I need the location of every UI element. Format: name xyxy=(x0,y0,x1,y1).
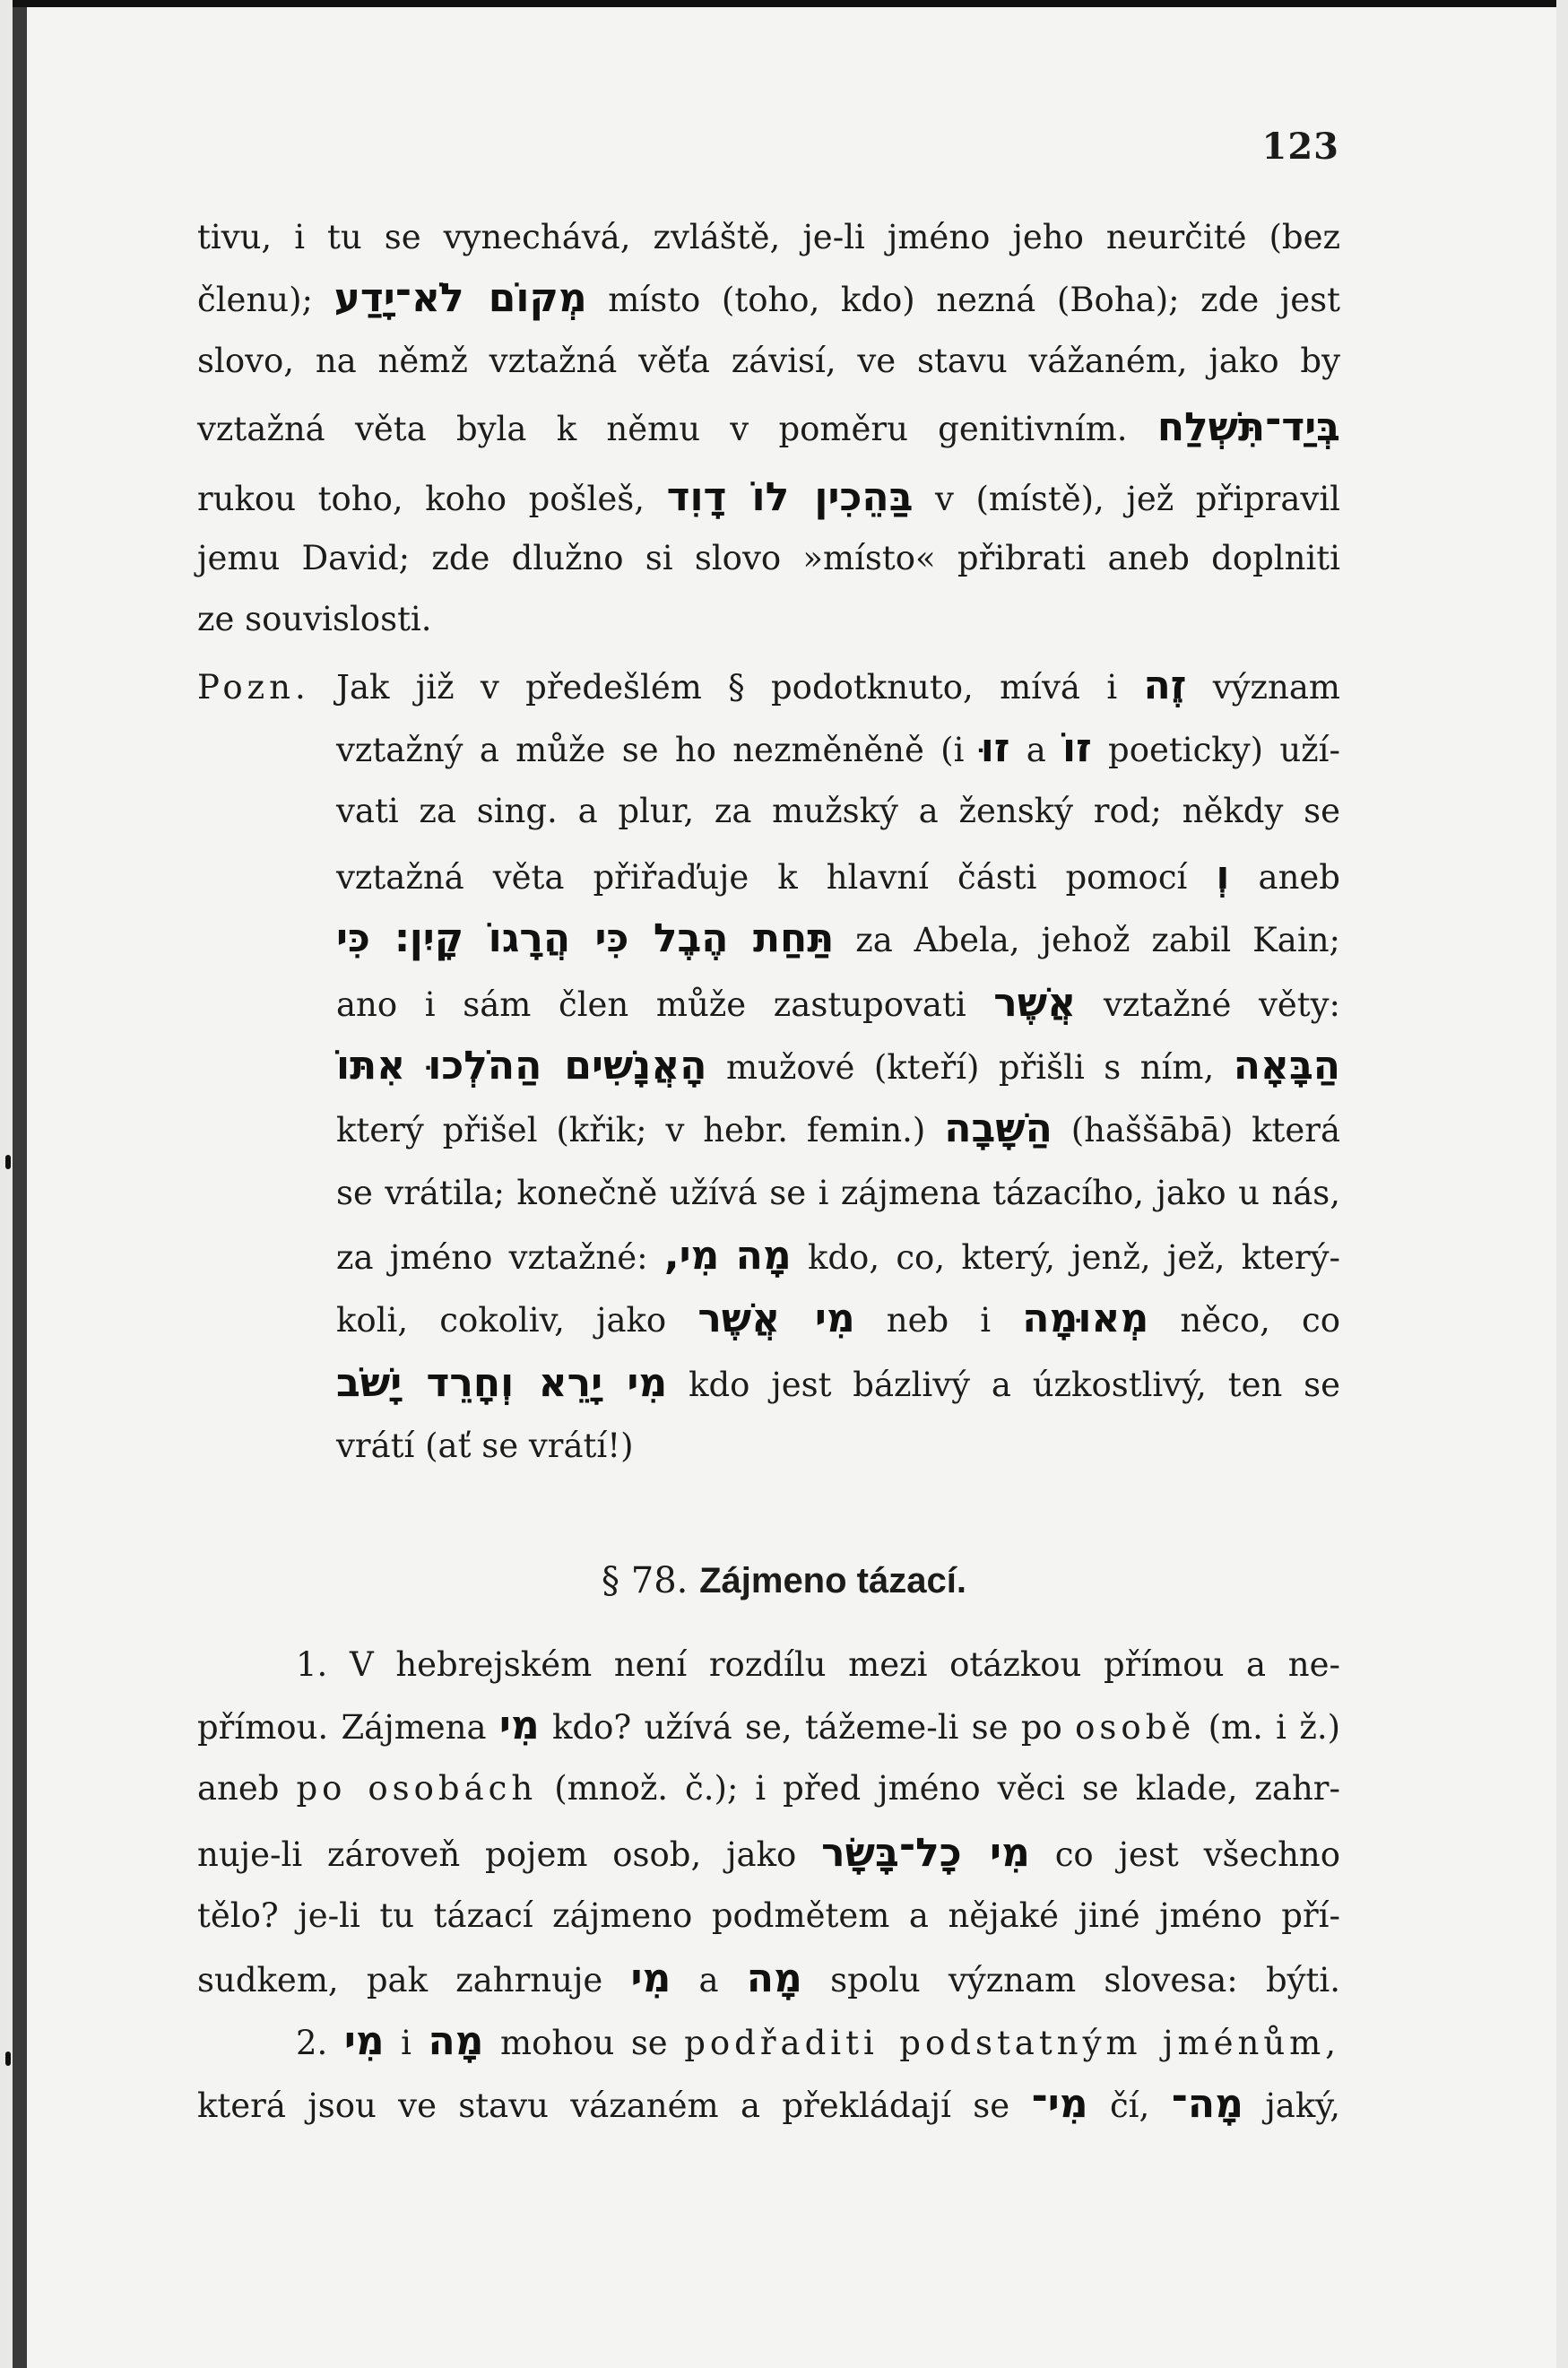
text-line: slovo, na němž vztažná věťa závisí, ve stavu vážaném, jako by xyxy=(197,342,1340,380)
text-line: Pozn. Jak již v předešlém § podotknuto, mívá i זֶה význam xyxy=(197,663,1340,708)
emphasis: podřaditi podstatným jménům, xyxy=(684,2024,1341,2062)
text-line: ze souvislosti. xyxy=(197,600,432,638)
hebrew-word: וְ xyxy=(1216,853,1230,898)
text-line: za jméno vztažné: מִי, מָה kdo, co, který, jenž, jež, který- xyxy=(336,1233,1341,1279)
emphasis: osobě xyxy=(1075,1708,1196,1747)
text-line: תַּחַת הֶבֶל כִּי הֲרָגוֹ קָיִן׃ כִּי za Abela, jehož zabil Kain; xyxy=(336,915,1340,961)
hebrew-word: מָה־ xyxy=(1171,2081,1243,2127)
scan-mark xyxy=(5,1155,11,1169)
text-line: הָאֲנָשִׁים הַהֹלְכוּ אִתּוֹ mužové (kteří) přišli s ním, הַבָּאָה xyxy=(336,1043,1341,1089)
hebrew-word: בַּהֵכִין לוֹ דָוִד xyxy=(666,474,914,520)
text-line: vati za sing. a plur, za mužský a ženský rod; někdy se xyxy=(336,792,1340,830)
text-line: tělo? je-li tu tázací zájmeno podmětem a nějaké jiné jméno pří- xyxy=(197,1896,1340,1935)
hebrew-word: מִי xyxy=(498,1703,540,1748)
hebrew-word: אֲשֶׁר xyxy=(993,980,1077,1026)
section-title: Zájmeno tázací. xyxy=(699,1561,966,1600)
text-line: 1. V hebrejském není rozdílu mezi otázkou přímou a ne- xyxy=(296,1645,1340,1684)
hebrew-word: בְּיַד־תִּשְׁלַח xyxy=(1157,404,1340,450)
hebrew-word: הַבָּאָה xyxy=(1233,1043,1341,1089)
hebrew-phrase: מִי כָל־בָּשָׂר xyxy=(821,1830,1030,1876)
text-line: vrátí (ať se vrátí!) xyxy=(336,1427,634,1465)
hebrew-word: מִי אֲשֶׁר xyxy=(697,1296,855,1341)
hebrew-word: מְאוּמָה xyxy=(1022,1296,1149,1341)
hebrew-word: זֶה xyxy=(1143,663,1187,708)
text-line: vztažný a může se ho nezměněně (i זוּ a זוֹ poeticky) uží- xyxy=(336,725,1340,771)
text-line: která jsou ve stavu vázaném a překládají se מִי־ čí, מָה־ jaký, xyxy=(197,2081,1341,2127)
text-line: tivu, i tu se vynechává, zvláště, je-li jméno jeho neurčité (bez xyxy=(197,218,1340,256)
text-line: sudkem, pak zahrnuje מִי a מָה spolu význam slovesa: býti. xyxy=(197,1956,1341,2001)
text-line: nuje-li zároveň pojem osob, jako מִי כָל־בָּשָׂר co jest všechno xyxy=(197,1830,1341,1876)
hebrew-word: מִי xyxy=(630,1956,671,2001)
hebrew-word: מְקוֹם לֹא־יָדַע xyxy=(334,275,587,321)
text-line: aneb po osobách (množ. č.); i před jméno věci se klade, zahr- xyxy=(197,1769,1340,1808)
text-line: 2. מִי i מָה mohou se podřaditi podstatným jménům, xyxy=(296,2018,1341,2064)
text-line: vztažná věta přiřaďuje k hlavní části pomocí וְ aneb xyxy=(336,853,1340,898)
scan-mark xyxy=(5,2051,11,2066)
hebrew-phrase: הָאֲנָשִׁים הַהֹלְכוּ אִתּוֹ xyxy=(336,1043,707,1089)
emphasis: po osobách xyxy=(296,1769,538,1808)
text-line: מִי יָרֵא וְחָרֵד יָשֹׁב kdo jest bázlivý a úzkostlivý, ten se xyxy=(336,1360,1340,1406)
note-label: Pozn. xyxy=(197,668,310,707)
section-heading: § 78. Zájmeno tázací. xyxy=(602,1560,966,1601)
text-line: koli, cokoliv, jako מִי אֲשֶׁר neb i מְאוּמָה něco, co xyxy=(336,1296,1340,1341)
text-line: členu); מְקוֹם לֹא־יָדַע místo (toho, kdo) nezná (Boha); zde jest xyxy=(197,275,1341,321)
text-line: rukou toho, koho pošleš, בַּהֵכִין לוֹ דָוִד v (místě), jež připravil xyxy=(197,474,1340,520)
text-line: ano i sám člen může zastupovati אֲשֶׁר vztažné věty: xyxy=(336,980,1341,1026)
text-line: který přišel (křik; v hebr. femin.) הַשָּׁבָה (haššābā) která xyxy=(336,1106,1341,1151)
text-line: přímou. Zájmena מִי kdo? užívá se, tážeme-li se po osobě (m. i ž.) xyxy=(197,1703,1341,1748)
hebrew-phrase: תַּחַת הֶבֶל כִּי הֲרָגוֹ קָיִן׃ כִּי xyxy=(336,915,835,961)
hebrew-word: מִי xyxy=(343,2018,385,2064)
hebrew-word: מָה xyxy=(735,1233,792,1279)
hebrew-word: מִי, xyxy=(663,1233,720,1279)
page-number: 123 xyxy=(1261,126,1339,168)
hebrew-word: זוֹ xyxy=(1062,725,1092,771)
hebrew-phrase: מִי יָרֵא וְחָרֵד יָשֹׁב xyxy=(336,1360,668,1406)
hebrew-word: מָה xyxy=(746,1956,802,2001)
hebrew-word: הַשָּׁבָה xyxy=(944,1106,1053,1151)
scan-top-edge xyxy=(13,0,1556,7)
text-line: se vrátila; konečně užívá se i zájmena tázacího, jako u nás, xyxy=(336,1174,1340,1212)
scan-binding-edge xyxy=(13,0,27,2368)
hebrew-word: מָה xyxy=(428,2018,484,2064)
text-line: vztažná věta byla k němu v poměru genitivním. בְּיַד־תִּשְׁלַח xyxy=(197,404,1340,450)
text-line: jemu David; zde dlužno si slovo »místo« přibrati aneb doplniti xyxy=(197,539,1340,577)
hebrew-word: זוּ xyxy=(980,725,1010,771)
hebrew-word: מִי־ xyxy=(1031,2081,1088,2127)
